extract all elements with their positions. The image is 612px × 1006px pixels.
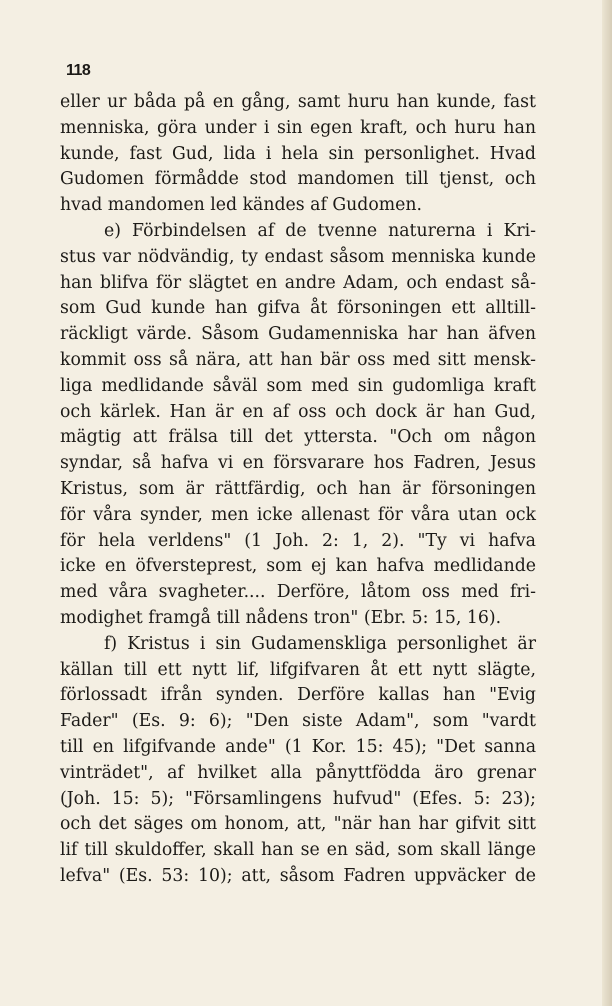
text-line: hvad mandomen led kändes af Gudomen. <box>60 195 422 216</box>
body-text <box>60 90 536 890</box>
text-line: (Joh. 15: 5); "Församlingens hufvud" (Efes. 5: 23); <box>60 788 536 809</box>
text-line: liga medlidande såväl som med sin gudomliga kraft <box>60 375 536 396</box>
text-line: Kristus, som är rättfärdig, och han är försoningen <box>60 478 536 499</box>
text-line: stus var nödvändig, ty endast såsom menniska kunde <box>60 246 536 267</box>
page-number: 118 <box>66 62 91 79</box>
text-line: kommit oss så nära, att han bär oss med sitt mensk- <box>60 349 536 370</box>
text-line: eller ur båda på en gång, samt huru han kunde, fast <box>60 92 536 112</box>
paragraph-start-e: e) Förbindelsen af de tvenne naturerna i Kri- <box>104 220 536 241</box>
text-line: vinträdet", af hvilket alla pånyttfödda äro grenar <box>60 762 536 783</box>
page-edge <box>602 0 612 1006</box>
text-line: menniska, göra under i sin egen kraft, och huru han <box>60 117 536 138</box>
text-line: och kärlek. Han är en af oss och dock är han Gud, <box>60 401 536 422</box>
text-line: för våra synder, men icke allenast för våra utan ock <box>60 504 536 525</box>
text-line: icke en öfversteprest, som ej kan hafva medlidande <box>60 556 536 577</box>
text-line: lefva" (Es. 53: 10); att, såsom Fadren uppväcker de <box>60 865 536 886</box>
text-line: lif till skuldoffer, skall han se en säd, som skall länge <box>60 840 536 861</box>
text-line: till en lifgifvande ande" (1 Kor. 15: 45); "Det sanna <box>60 736 536 757</box>
text-line: källan till ett nytt lif, lifgifvaren åt ett nytt slägte, <box>60 659 536 680</box>
text-line: med våra svagheter.... Derföre, låtom oss med fri- <box>60 582 536 603</box>
text-line: Fader" (Es. 9: 6); "Den siste Adam", som "vardt <box>60 711 536 732</box>
text-line: mägtig att frälsa till det yttersta. "Och om någon <box>60 427 536 448</box>
text-line: räckligt värde. Såsom Gudamenniska har han äfven <box>60 324 536 345</box>
text-line: modighet framgå till nådens tron" (Ebr. 5: 15, 16). <box>60 607 502 628</box>
text-line: syndar, så hafva vi en försvarare hos Fadren, Jesus <box>60 453 536 474</box>
text-line: och det säges om honom, att, "när han har gifvit sitt <box>60 814 536 835</box>
text-line: förlossadt ifrån synden. Derföre kallas han "Evig <box>60 685 536 706</box>
paragraph-start-f: f) Kristus i sin Gudamenskliga personlighet är <box>104 633 536 654</box>
text-line: kunde, fast Gud, lida i hela sin personlighet. Hvad <box>60 143 536 164</box>
text-line: för hela verldens" (1 Joh. 2: 1, 2). "Ty vi hafva <box>60 530 536 551</box>
text-line: Gudomen förmådde stod mandomen till tjenst, och <box>60 169 536 190</box>
text-line: han blifva för slägtet en andre Adam, och endast så- <box>60 272 536 293</box>
text-line: som Gud kunde han gifva åt försoningen ett alltill- <box>60 298 536 319</box>
